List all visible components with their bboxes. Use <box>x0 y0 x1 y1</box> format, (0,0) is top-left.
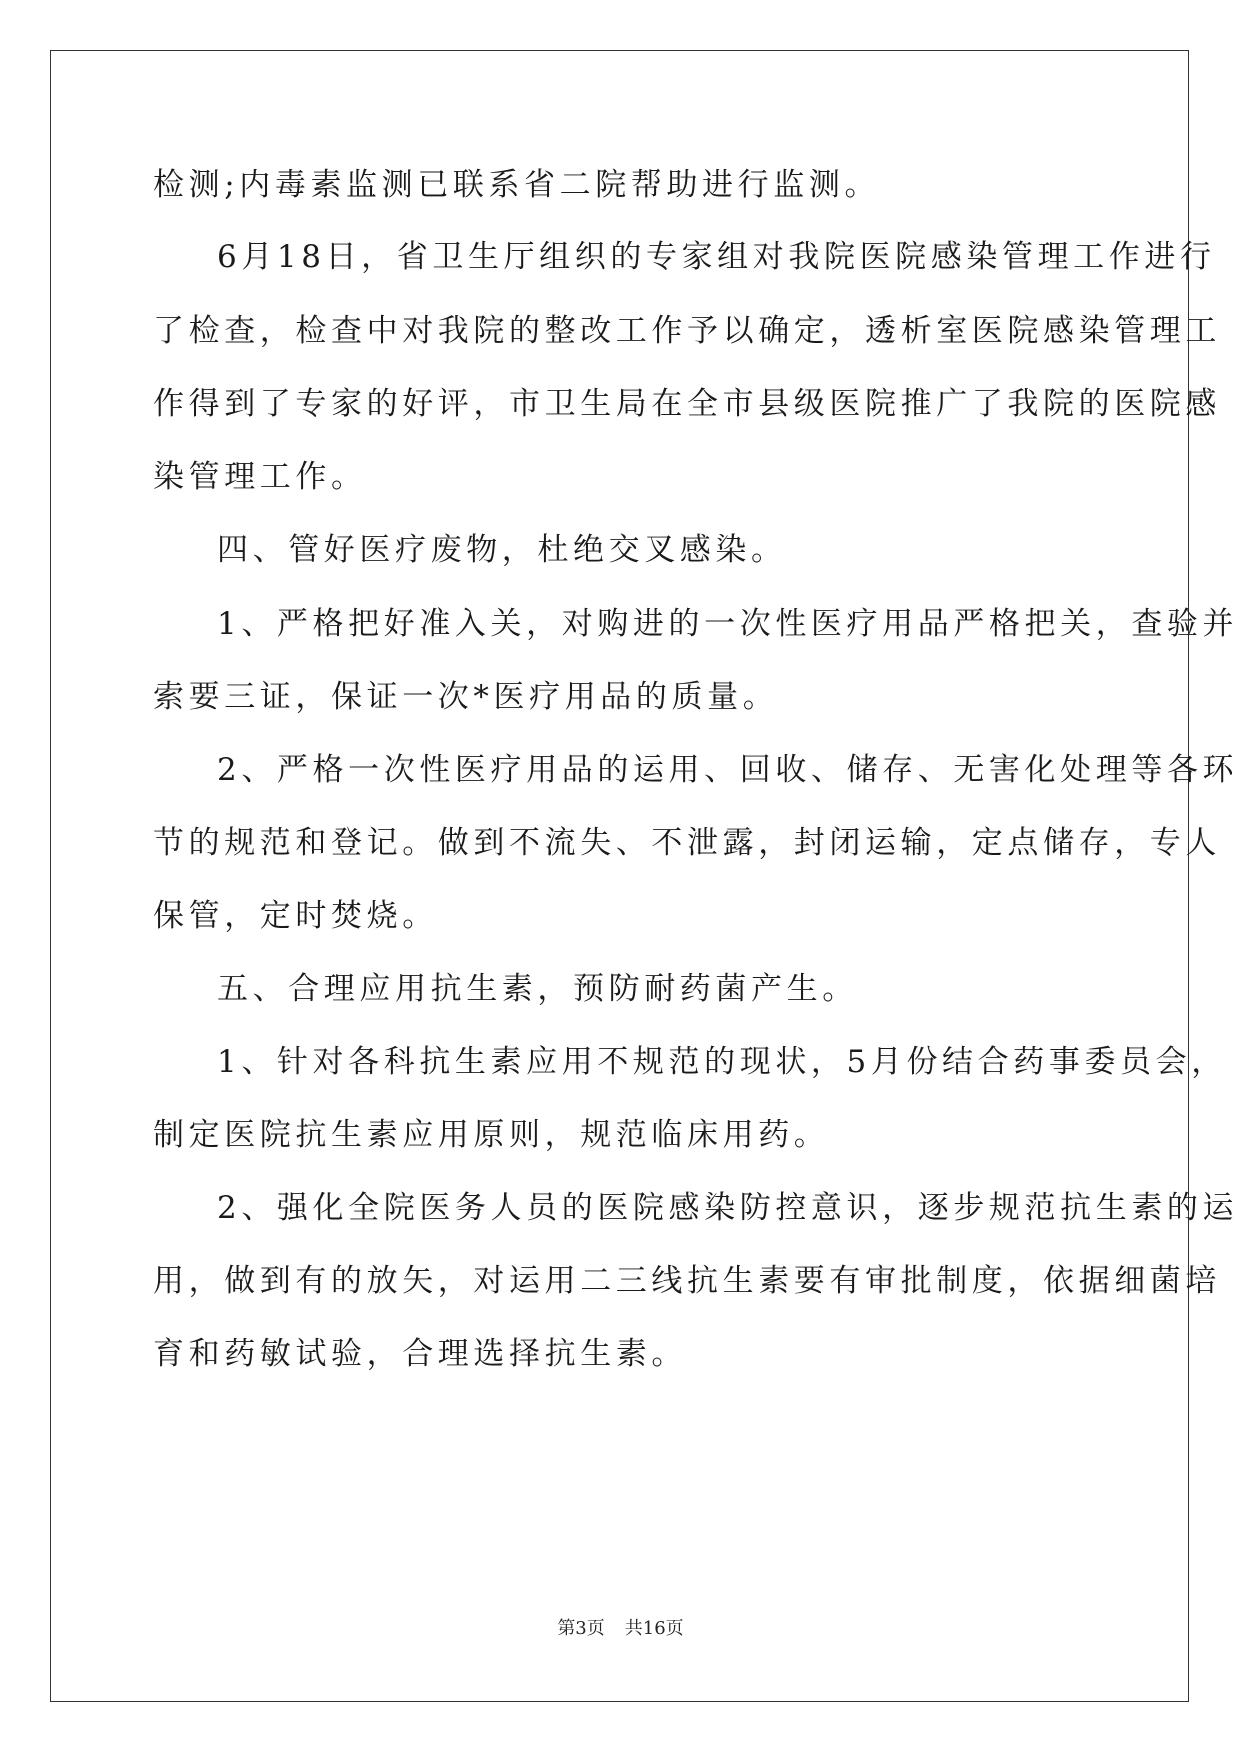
text-line: 保管，定时焚烧。 <box>153 898 438 934</box>
text-line: 染管理工作。 <box>153 459 367 495</box>
section-heading: 四、管好医疗废物，杜绝交叉感染。 <box>217 532 787 568</box>
page-footer <box>0 1617 1241 1641</box>
text-line: 2、强化全院医务人员的医院感染防控意识，逐步规范抗生素的运 <box>217 1190 1239 1226</box>
text-line: 育和药敏试验，合理选择抗生素。 <box>153 1336 687 1372</box>
text-line: 2、严格一次性医疗用品的运用、回收、储存、无害化处理等各环 <box>217 752 1239 788</box>
page-border <box>50 50 1189 1702</box>
text-line: 作得到了专家的好评，市卫生局在全市县级医院推广了我院的医院感 <box>153 386 1221 422</box>
page-number: 第3页 <box>557 1618 605 1639</box>
section-heading: 五、合理应用抗生素，预防耐药菌产生。 <box>217 971 858 1007</box>
text-line: 用，做到有的放矢，对运用二三线抗生素要有审批制度，依据细菌培 <box>153 1263 1221 1299</box>
text-line: 了检查，检查中对我院的整改工作予以确定，透析室医院感染管理工 <box>153 313 1221 349</box>
text-line: 1、针对各科抗生素应用不规范的现状，5月份结合药事委员会， <box>217 1044 1227 1080</box>
text-line: 制定医院抗生素应用原则，规范临床用药。 <box>153 1117 830 1153</box>
text-line: 检测;内毒素监测已联系省二院帮助进行监测。 <box>153 167 881 203</box>
text-line: 节的规范和登记。做到不流失、不泄露，封闭运输，定点储存，专人 <box>153 825 1221 861</box>
page-total: 共16页 <box>624 1618 684 1639</box>
text-line: 1、严格把好准入关，对购进的一次性医疗用品严格把关，查验并 <box>217 606 1239 642</box>
text-line: 6月18日，省卫生厅组织的专家组对我院医院感染管理工作进行 <box>217 239 1216 275</box>
text-line: 索要三证，保证一次*医疗用品的质量。 <box>153 679 779 715</box>
